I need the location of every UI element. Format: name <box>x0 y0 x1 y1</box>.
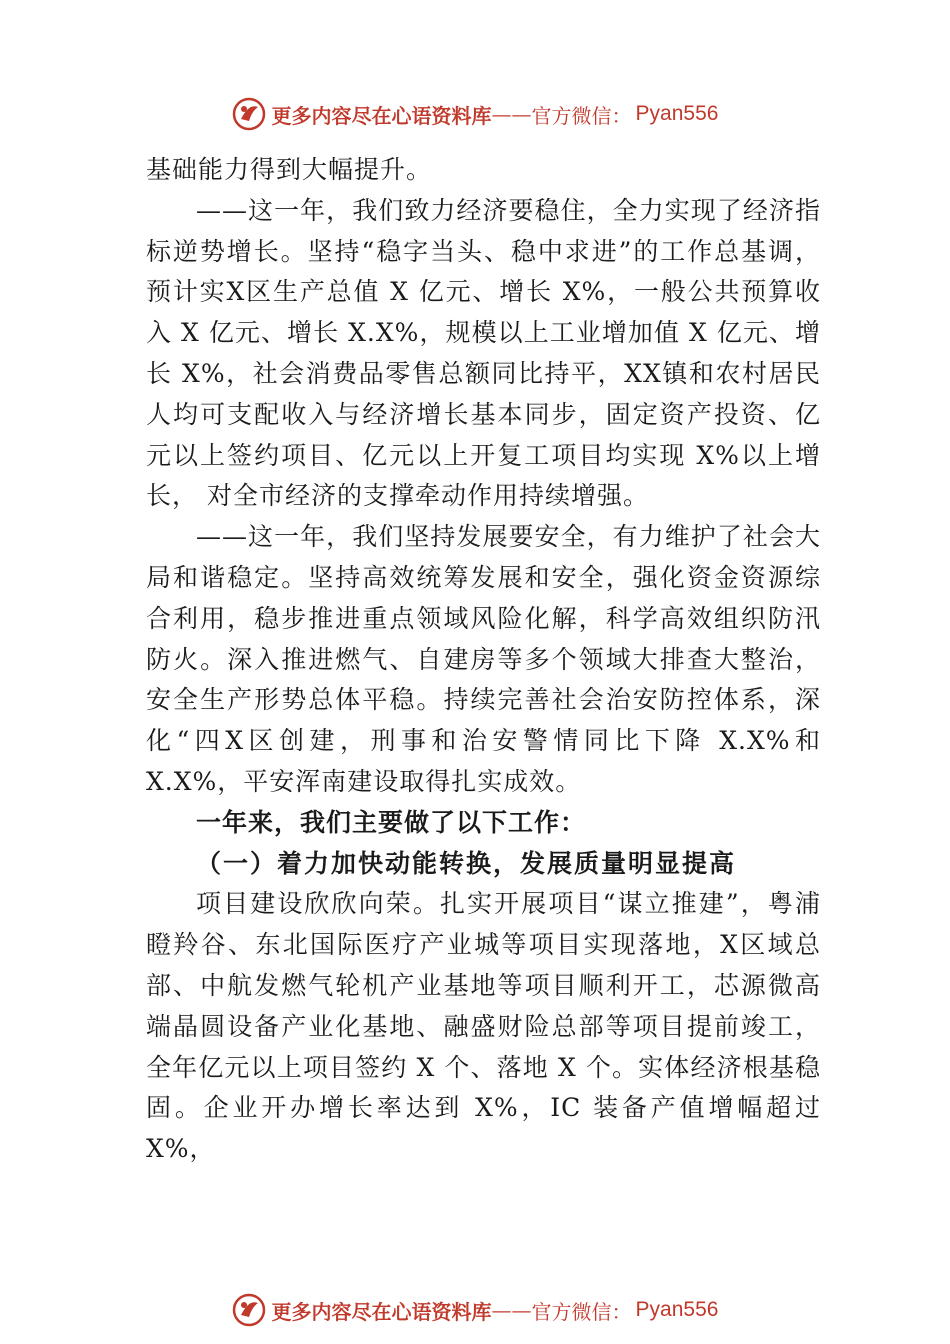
library-logo-icon <box>232 1293 266 1327</box>
watermark-wechat-label: 官方微信： <box>531 1299 632 1324</box>
watermark-wechat-label: 官方微信： <box>531 103 632 128</box>
watermark-wechat-id: Pyan556 <box>635 102 719 125</box>
section-lead: 一年来，我们主要做了以下工作： <box>196 807 587 837</box>
section-heading: （一）着力加快动能转换，发展质量明显提高 <box>196 848 737 878</box>
watermark-text: 更多内容尽在心语资料库 <box>271 103 492 128</box>
paragraph: 项目建设欣欣向荣。扎实开展项目“谋立推建”，粤浦瞪羚谷、东北国际医疗产业城等项目实现落地，X区域总部、中航发燃气轮机产业基地等项目顺利开工，芯源微高端晶圆设备产业化基地、融盛财险总部等项目提前竣工，全年亿元以上项目签约 X 个、落地 X 个。实体经济根基稳固。企业开办增长率达到 X%，IC 装备产值增幅超过 X%， <box>146 889 821 1164</box>
watermark-text: 更多内容尽在心语资料库 <box>271 1299 492 1324</box>
footer-watermark <box>0 1290 950 1330</box>
document-body <box>146 150 821 1170</box>
watermark-wechat-id: Pyan556 <box>635 1298 719 1321</box>
paragraph: 基础能力得到大幅提升。 <box>146 155 433 184</box>
paragraph: ——这一年，我们坚持发展要安全，有力维护了社会大局和谐稳定。坚持高效统筹发展和安全，强化资金资源综合利用，稳步推进重点领域风险化解，科学高效组织防汛防火。深入推进燃气、自建房等多个领域大排查大整治，安全生产形势总体平稳。持续完善社会治安防控体系，深化“四X区创建，刑事和治安警情同比下降 X.X%和 X.X%，平安浑南建设取得扎实成效。 <box>146 522 821 796</box>
watermark-dash: —— <box>491 102 532 126</box>
header-watermark <box>0 94 950 134</box>
watermark-dash: —— <box>491 1298 532 1322</box>
library-logo-icon <box>232 97 266 131</box>
paragraph: ——这一年，我们致力经济要稳住，全力实现了经济指标逆势增长。坚持“稳字当头、稳中求进”的工作总基调， 预计实X区生产总值 X 亿元、增长 X%，一般公共预算收入 X 亿元、增长 X.X%，规模以上工业增加值 X 亿元、增长 X%，社会消费品零售总额同比持平，XX镇和农村居民人均可支配收入与经济增长基本同步，固定资产投资、亿元以上签约项目、亿元以上开复工项目均实现 X%以上增长， 对全市经济的支撑牵动作用持续增强。 <box>146 195 821 511</box>
